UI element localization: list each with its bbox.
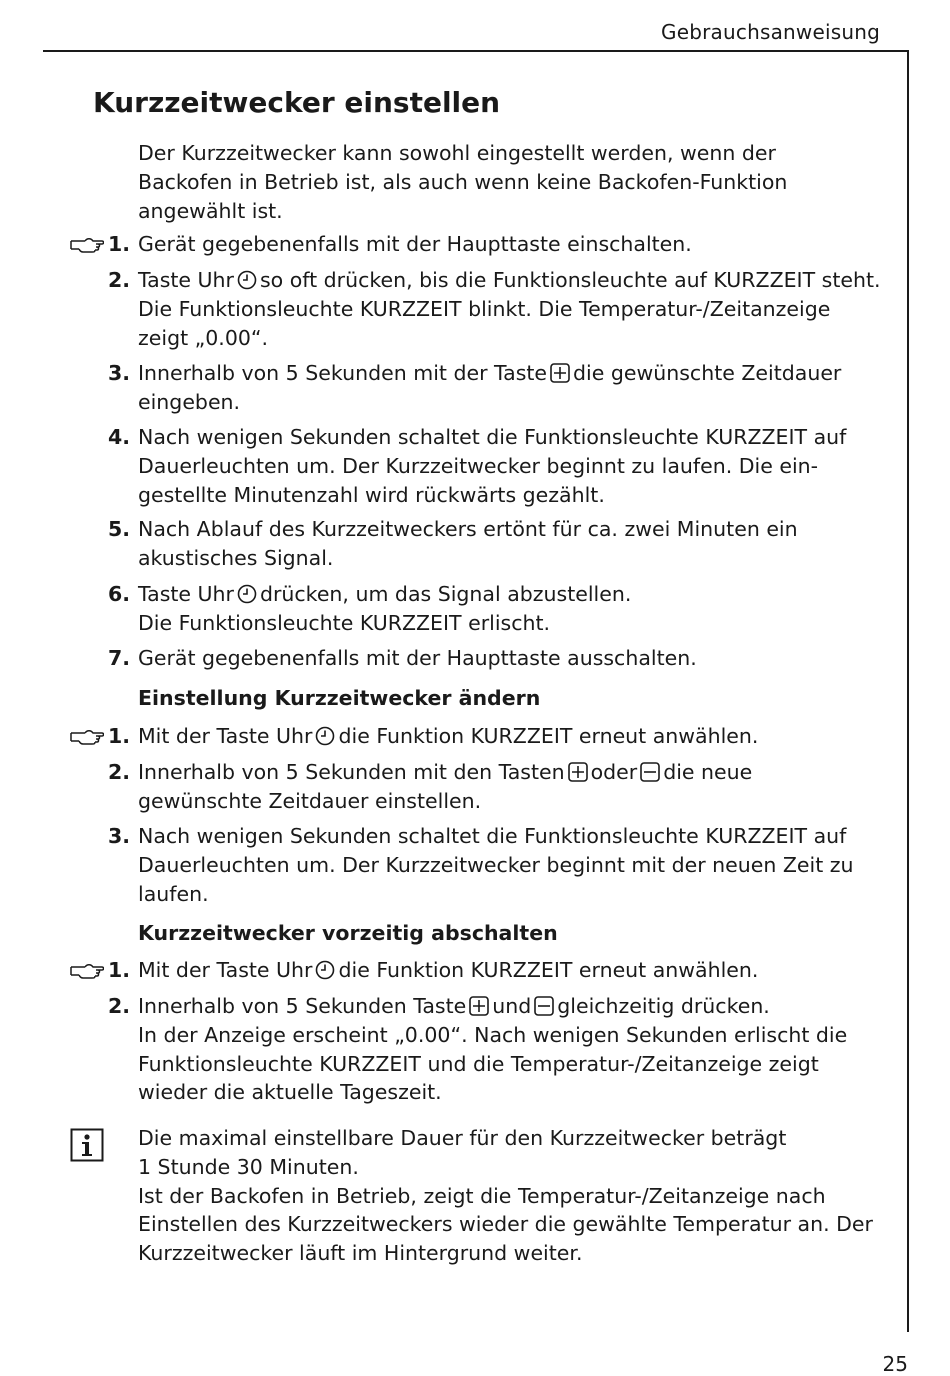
info-note xyxy=(138,1124,888,1268)
step-text: Gerät gegebenenfalls mit der Haupttaste ausschalten. xyxy=(138,646,697,670)
clock-icon xyxy=(237,584,257,604)
section-heading: Einstellung Kurzzeitwecker ändern xyxy=(138,686,541,710)
page-title: Kurzzeitwecker einstellen xyxy=(93,86,501,119)
step-number: 5. xyxy=(108,517,131,541)
step-text: gestellte Minutenzahl wird rückwärts gezählt. xyxy=(138,482,605,507)
step-text: Die Funktionsleuchte KURZZEIT erlischt. xyxy=(138,610,551,635)
info-icon xyxy=(70,1128,104,1162)
step-number: 1. xyxy=(108,958,131,982)
step-text: Funktionsleuchte KURZZEIT und die Temperatur-/Zeitanzeige zeigt xyxy=(138,1051,819,1076)
step-number: 7. xyxy=(108,646,131,670)
step-text: Dauerleuchten um. Der Kurzzeitwecker beginnt mit der neuen Zeit zu xyxy=(138,852,854,877)
intro-line: Der Kurzzeitwecker kann sowohl eingestellt werden, wenn der xyxy=(138,141,776,165)
step-text: laufen. xyxy=(138,881,209,906)
header-rule xyxy=(43,50,908,52)
info-line: 1 Stunde 30 Minuten. xyxy=(138,1154,359,1179)
minus-key-icon xyxy=(640,762,660,782)
plus-key-icon xyxy=(550,363,570,383)
step-number: 2. xyxy=(108,760,131,784)
step-text: und xyxy=(492,994,532,1018)
step-text: die Funktion KURZZEIT erneut anwählen. xyxy=(338,958,759,982)
side-rule xyxy=(907,50,909,1332)
clock-icon xyxy=(237,270,257,290)
step-text: zeigt „0.00“. xyxy=(138,325,269,350)
step-number: 2. xyxy=(108,268,131,292)
step-text: Die Funktionsleuchte KURZZEIT blinkt. Die Temperatur-/Zeitanzeige xyxy=(138,296,831,321)
info-line: Die maximal einstellbare Dauer für den Kurzzeitwecker beträgt xyxy=(138,1126,787,1150)
section-heading: Kurzzeitwecker vorzeitig abschalten xyxy=(138,921,558,945)
step-number: 1. xyxy=(108,724,131,748)
plus-key-icon xyxy=(469,996,489,1016)
info-line: Einstellen des Kurzzeitweckers wieder die gewählte Temperatur an. Der xyxy=(138,1212,873,1237)
step-text: Innerhalb von 5 Sekunden Taste xyxy=(138,994,467,1018)
step-text: Taste Uhr xyxy=(138,582,234,606)
step-text: gewünschte Zeitdauer einstellen. xyxy=(138,788,482,813)
step-text: die Funktion KURZZEIT erneut anwählen. xyxy=(338,724,759,748)
pointing-hand-icon xyxy=(70,236,104,254)
intro-paragraph xyxy=(138,139,888,225)
step-text: die gewünschte Zeitdauer xyxy=(573,361,842,385)
page-number: 25 xyxy=(882,1352,908,1376)
pointing-hand-icon xyxy=(70,728,104,746)
minus-key-icon xyxy=(534,996,554,1016)
step-text: akustisches Signal. xyxy=(138,545,334,570)
running-header: Gebrauchsanweisung xyxy=(661,20,880,44)
step-number: 3. xyxy=(108,824,131,848)
step-text: Mit der Taste Uhr xyxy=(138,724,313,748)
step-text: wieder die aktuelle Tageszeit. xyxy=(138,1080,442,1105)
clock-icon xyxy=(315,726,335,746)
pointing-hand-icon xyxy=(70,962,104,980)
step-text: so oft drücken, bis die Funktionsleuchte auf KURZZEIT steht. xyxy=(259,268,881,292)
step-text: die neue xyxy=(663,760,753,784)
step-text: oder xyxy=(590,760,638,784)
step-text: Mit der Taste Uhr xyxy=(138,958,313,982)
info-line: Ist der Backofen in Betrieb, zeigt die Temperatur-/Zeitanzeige nach xyxy=(138,1183,826,1208)
step-number: 4. xyxy=(108,425,131,449)
step-text: Nach Ablauf des Kurzzeitweckers ertönt für ca. zwei Minuten ein xyxy=(138,517,798,541)
clock-icon xyxy=(315,960,335,980)
step-text: Innerhalb von 5 Sekunden mit den Tasten xyxy=(138,760,565,784)
step-number: 1. xyxy=(108,232,131,256)
step-number: 6. xyxy=(108,582,131,606)
step-text: Dauerleuchten um. Der Kurzzeitwecker beginnt zu laufen. Die ein- xyxy=(138,453,819,478)
step-number: 3. xyxy=(108,361,131,385)
step-text: Nach wenigen Sekunden schaltet die Funktionsleuchte KURZZEIT auf xyxy=(138,425,847,449)
intro-line: Backofen in Betrieb ist, als auch wenn keine Backofen-Funktion xyxy=(138,169,788,194)
step-number: 2. xyxy=(108,994,131,1018)
step-text: Nach wenigen Sekunden schaltet die Funktionsleuchte KURZZEIT auf xyxy=(138,824,847,848)
step-text: Gerät gegebenenfalls mit der Haupttaste einschalten. xyxy=(138,232,692,256)
step-text: drücken, um das Signal abzustellen. xyxy=(259,582,632,606)
step-text: gleichzeitig drücken. xyxy=(557,994,770,1018)
info-line: Kurzzeitwecker läuft im Hintergrund weiter. xyxy=(138,1241,583,1266)
step-text: In der Anzeige erscheint „0.00“. Nach wenigen Sekunden erlischt die xyxy=(138,1022,848,1047)
plus-key-icon xyxy=(568,762,588,782)
step-text: Innerhalb von 5 Sekunden mit der Taste xyxy=(138,361,548,385)
intro-line: angewählt ist. xyxy=(138,198,283,223)
step-text: eingeben. xyxy=(138,389,241,414)
step-text: Taste Uhr xyxy=(138,268,234,292)
